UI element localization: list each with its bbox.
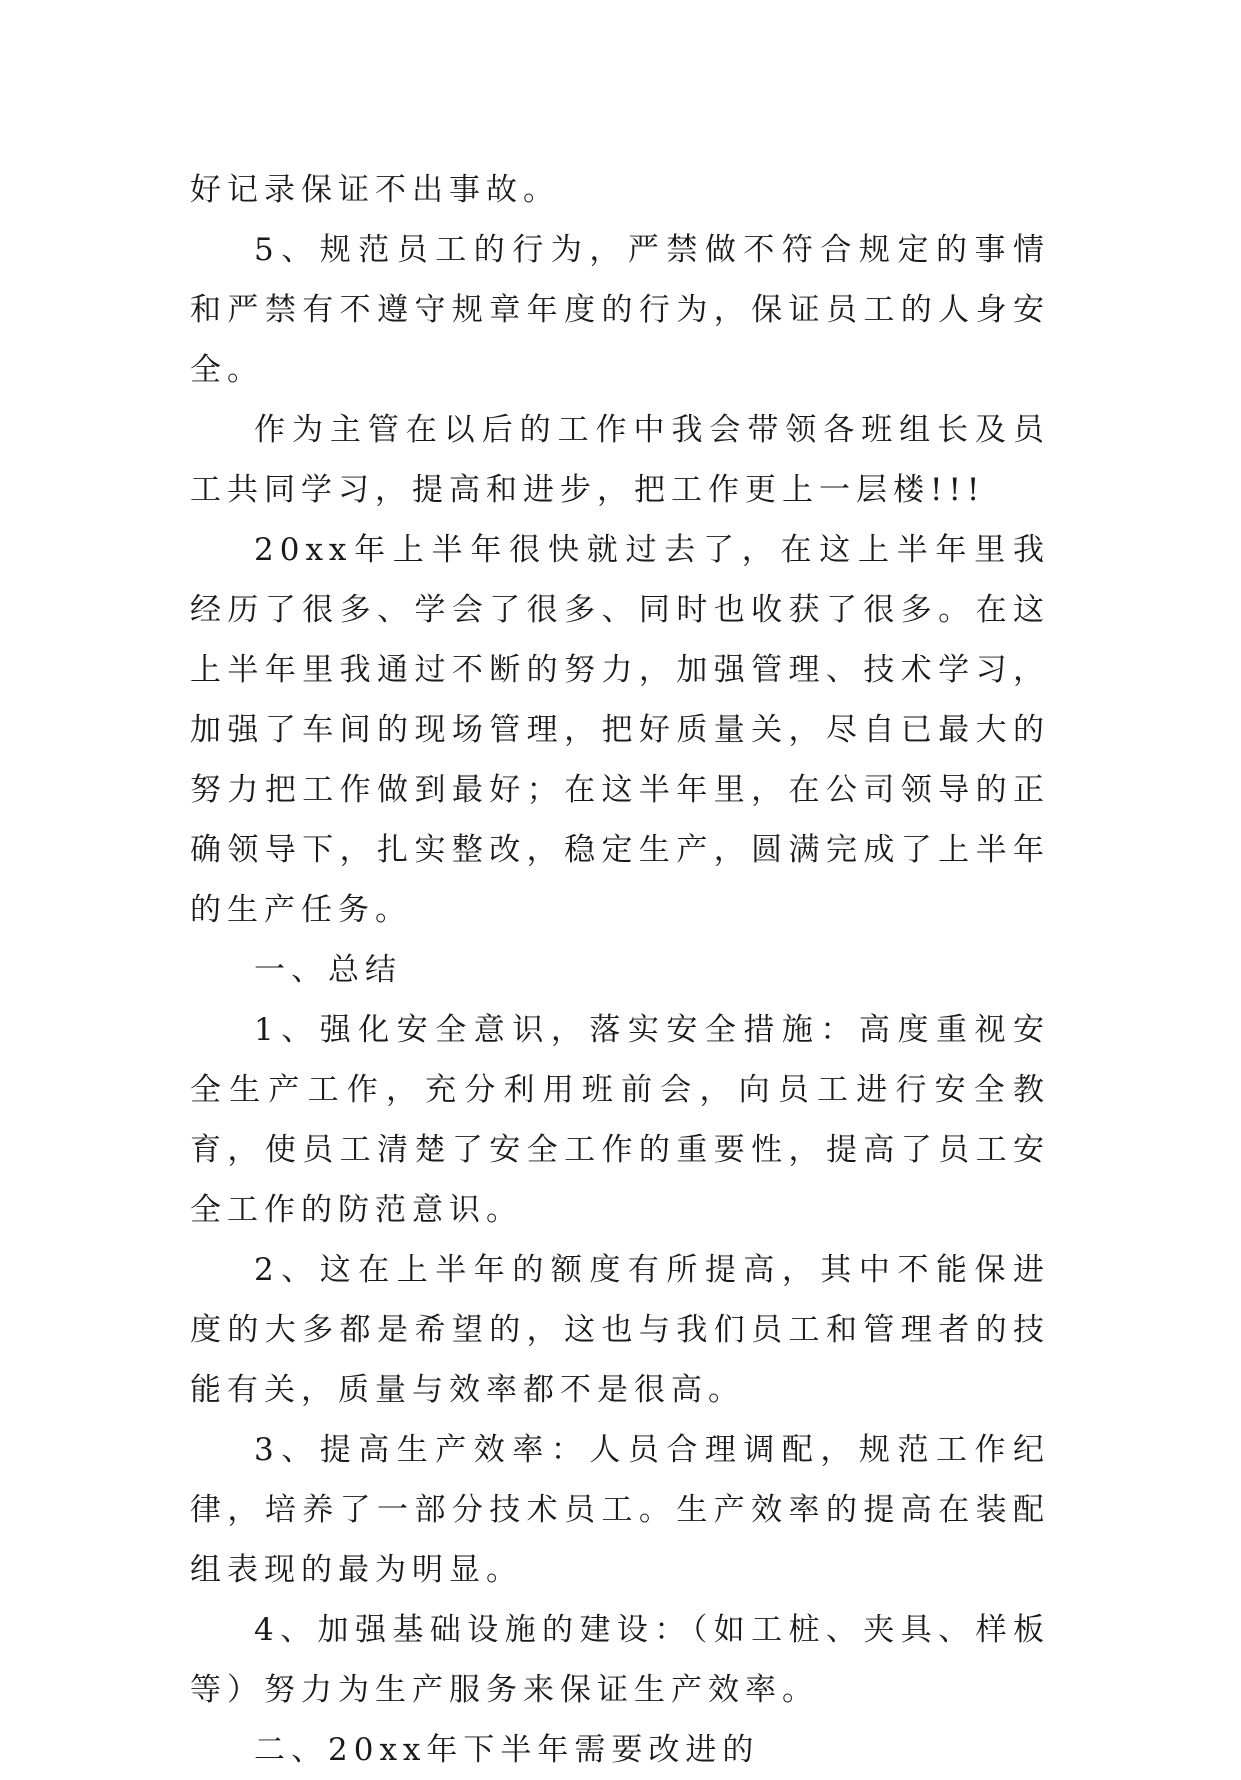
- paragraph-half-year-intro: 20xx年上半年很快就过去了，在这上半年里我经历了很多、学会了很多、同时也收获了很多。在这上半年里我通过不断的努力，加强管理、技术学习，加强了车间的现场管理，把好质量关，尽自已最大的努力把工作做到最好；在这半年里，在公司领导的正确领导下，扎实整改，稳定生产，圆满完成了上半年的生产任务。: [190, 532, 1050, 928]
- paragraph-summary-item-2: 2、这在上半年的额度有所提高，其中不能保进度的大多都是希望的，这也与我们员工和管理者的技能有关，质量与效率都不是很高。: [190, 1252, 1050, 1408]
- paragraph-summary-item-1: 1、强化安全意识，落实安全措施：高度重视安全生产工作，充分利用班前会，向员工进行安全教育，使员工清楚了安全工作的重要性，提高了员工安全工作的防范意识。: [190, 1012, 1050, 1228]
- paragraph-item-5: 5、规范员工的行为，严禁做不符合规定的事情和严禁有不遵守规章年度的行为，保证员工的人身安全。: [190, 232, 1050, 388]
- paragraph-supervisor-commitment: 作为主管在以后的工作中我会带领各班组长及员工共同学习，提高和进步，把工作更上一层楼!!!: [190, 412, 1050, 508]
- section-heading-improvements: 二、20xx年下半年需要改进的: [254, 1732, 760, 1768]
- section-heading-summary: 一、总结: [254, 952, 402, 988]
- paragraph-summary-item-4: 4、加强基础设施的建设：（如工桩、夹具、样板等）努力为生产服务来保证生产效率。: [190, 1612, 1050, 1708]
- paragraph-summary-item-3: 3、提高生产效率：人员合理调配，规范工作纪律，培养了一部分技术员工。生产效率的提高在装配组表现的最为明显。: [190, 1432, 1050, 1588]
- document-body: [190, 160, 1050, 1780]
- paragraph-continuation: 好记录保证不出事故。: [190, 172, 560, 208]
